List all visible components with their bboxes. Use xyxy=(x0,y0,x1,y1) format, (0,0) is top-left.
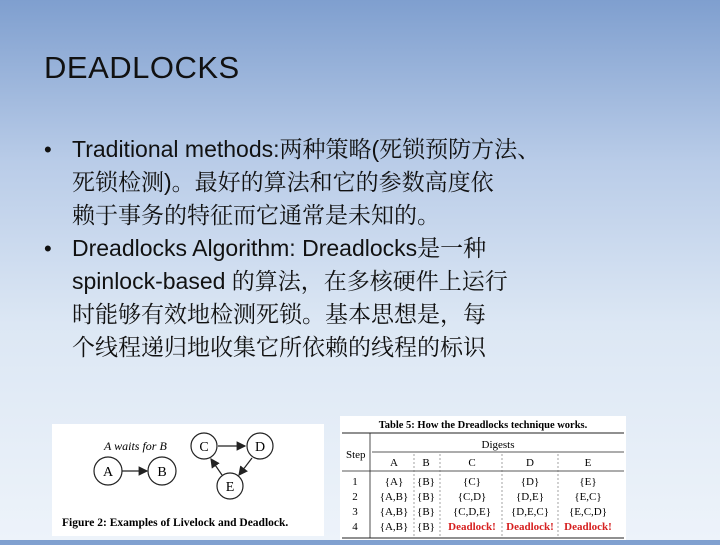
step-cell: 3 xyxy=(352,506,358,518)
digest-cell: {D,E} xyxy=(516,491,544,503)
digest-cell: {A,B} xyxy=(379,506,409,518)
bullet-item xyxy=(44,133,704,232)
deadlock-cell: Deadlock! xyxy=(448,521,496,533)
bullet-line: 时能够有效地检测死锁。基本思想是，每 xyxy=(72,301,486,327)
digests-table xyxy=(340,416,626,540)
digest-cell: {B} xyxy=(417,521,435,533)
col-header: B xyxy=(422,457,430,469)
figure-caption: Figure 2: Examples of Livelock and Deadlock. xyxy=(62,517,289,529)
table-row xyxy=(352,491,601,503)
digests-header: Digests xyxy=(481,439,515,451)
digest-cell: {C,D,E} xyxy=(452,506,492,518)
bullet-dot-icon: • xyxy=(44,137,52,162)
col-header: E xyxy=(584,457,592,469)
step-header: Step xyxy=(346,449,366,461)
node-c-label: C xyxy=(199,440,209,455)
digest-cell: {C,D} xyxy=(457,491,487,503)
digest-cell: {D} xyxy=(520,476,540,488)
bullet-item xyxy=(44,232,704,364)
edge-d-e xyxy=(239,458,252,475)
wait-label: A waits for B xyxy=(104,439,167,453)
wait-for-graph xyxy=(52,424,324,536)
digest-cell: {D,E,C} xyxy=(510,506,550,518)
digest-cell: {E,C} xyxy=(574,491,602,503)
bullet-line: 死锁检测)。最好的算法和它的参数高度依 xyxy=(72,169,494,195)
table-row xyxy=(352,476,596,488)
node-d-label: D xyxy=(254,440,266,455)
step-cell: 1 xyxy=(352,476,358,488)
digest-cell: {B} xyxy=(417,506,435,518)
bullet-line: Traditional methods:两种策略(死锁预防方法、 xyxy=(72,136,541,162)
table-row xyxy=(352,521,612,533)
column-headers xyxy=(390,457,592,469)
edge-e-c xyxy=(211,459,222,475)
digest-cell: {B} xyxy=(417,491,435,503)
deadlock-cell: Deadlock! xyxy=(506,521,554,533)
bullet-line: 赖于事务的特征而它通常是未知的。 xyxy=(72,202,440,228)
digest-cell: {A,B} xyxy=(379,491,409,503)
step-cell: 2 xyxy=(352,491,358,503)
table-row xyxy=(352,506,607,518)
node-e-label: E xyxy=(225,480,235,495)
bullet-list xyxy=(44,133,704,364)
table-dreadlocks xyxy=(340,416,626,540)
digest-cell: {E} xyxy=(579,476,597,488)
table-title: Table 5: How the Dreadlocks technique works. xyxy=(378,420,588,431)
col-header: A xyxy=(390,457,398,469)
digest-cell: {A} xyxy=(384,476,404,488)
col-header: D xyxy=(526,457,534,469)
digest-cell: {B} xyxy=(417,476,435,488)
bullet-line: Dreadlocks Algorithm: Dreadlocks是一种 xyxy=(72,235,487,261)
col-header: C xyxy=(468,457,476,469)
digest-cell: {A,B} xyxy=(379,521,409,533)
step-cell: 4 xyxy=(352,521,358,533)
digest-cell: {C} xyxy=(463,476,481,488)
slide-title: DEADLOCKS xyxy=(44,50,240,85)
figure-livelock-deadlock xyxy=(52,424,324,536)
bullet-line: 个线程递归地收集它所依赖的线程的标识 xyxy=(72,334,486,360)
node-a-label: A xyxy=(102,465,114,480)
deadlock-cell: Deadlock! xyxy=(564,521,612,533)
digest-cell: {E,C,D} xyxy=(568,506,608,518)
node-b-label: B xyxy=(157,465,167,480)
bullet-dot-icon: • xyxy=(44,236,52,261)
bullet-line: spinlock-based 的算法，在多核硬件上运行 xyxy=(72,268,508,294)
